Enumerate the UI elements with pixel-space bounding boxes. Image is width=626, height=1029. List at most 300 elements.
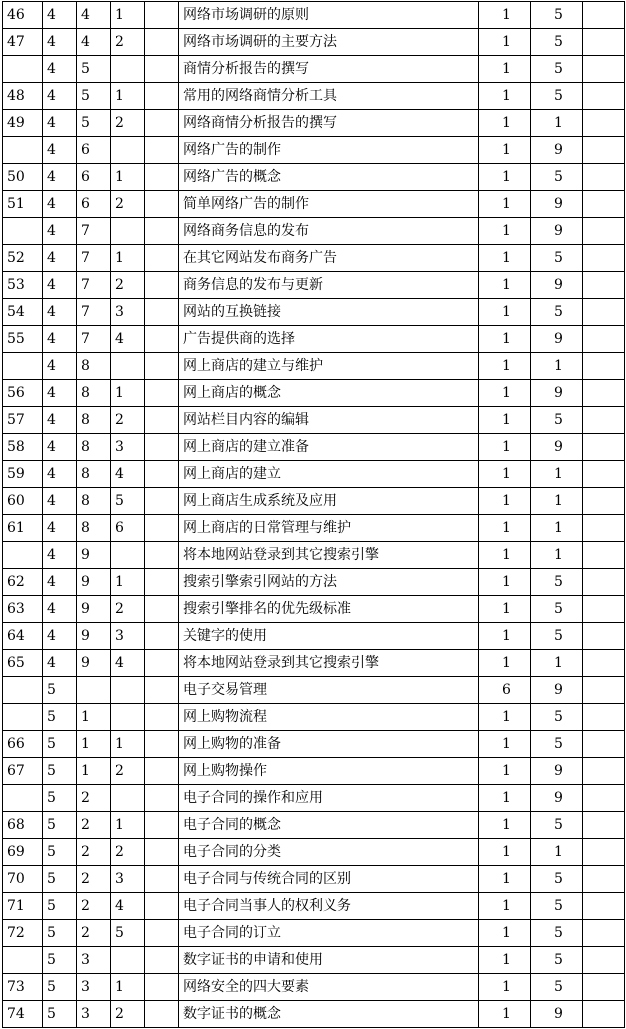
level3-cell: 5	[111, 920, 145, 947]
value-a-cell: 1	[479, 137, 531, 164]
level2-cell: 7	[77, 245, 111, 272]
remark-cell	[583, 569, 625, 596]
topic-cell: 将本地网站登录到其它搜索引擎	[179, 650, 479, 677]
blank-cell	[145, 461, 179, 488]
remark-cell	[583, 137, 625, 164]
table-row	[3, 353, 625, 380]
value-b-cell: 5	[531, 704, 583, 731]
value-b-cell: 1	[531, 650, 583, 677]
remark-cell	[583, 218, 625, 245]
row-number-cell	[3, 785, 43, 812]
topic-cell: 网上商店生成系统及应用	[179, 488, 479, 515]
topic-cell: 搜索引擎索引网站的方法	[179, 569, 479, 596]
value-b-cell: 5	[531, 2, 583, 29]
value-a-cell: 1	[479, 488, 531, 515]
row-number-cell: 73	[3, 974, 43, 1001]
topic-cell: 网络安全的四大要素	[179, 974, 479, 1001]
level2-cell: 7	[77, 326, 111, 353]
value-b-cell: 9	[531, 380, 583, 407]
row-number-cell	[3, 542, 43, 569]
level3-cell	[111, 56, 145, 83]
remark-cell	[583, 272, 625, 299]
level1-cell: 4	[43, 650, 77, 677]
topic-cell: 网上商店的建立	[179, 461, 479, 488]
level2-cell: 4	[77, 2, 111, 29]
level1-cell: 5	[43, 812, 77, 839]
level2-cell: 9	[77, 596, 111, 623]
level1-cell: 4	[43, 326, 77, 353]
level1-cell: 5	[43, 731, 77, 758]
remark-cell	[583, 650, 625, 677]
level2-cell: 2	[77, 812, 111, 839]
blank-cell	[145, 974, 179, 1001]
level2-cell	[77, 677, 111, 704]
level1-cell: 4	[43, 191, 77, 218]
row-number-cell: 57	[3, 407, 43, 434]
level3-cell: 4	[111, 326, 145, 353]
level1-cell: 4	[43, 83, 77, 110]
level3-cell: 2	[111, 407, 145, 434]
level2-cell: 9	[77, 569, 111, 596]
row-number-cell	[3, 218, 43, 245]
level2-cell: 3	[77, 974, 111, 1001]
row-number-cell: 63	[3, 596, 43, 623]
level1-cell: 4	[43, 29, 77, 56]
table-row	[3, 677, 625, 704]
level2-cell: 2	[77, 839, 111, 866]
table-row	[3, 299, 625, 326]
remark-cell	[583, 1001, 625, 1028]
level3-cell: 3	[111, 299, 145, 326]
level1-cell: 4	[43, 299, 77, 326]
table-row	[3, 758, 625, 785]
value-a-cell: 1	[479, 947, 531, 974]
level1-cell: 4	[43, 110, 77, 137]
level2-cell: 7	[77, 218, 111, 245]
value-b-cell: 9	[531, 1001, 583, 1028]
level3-cell: 1	[111, 731, 145, 758]
topic-cell: 网上商店的概念	[179, 380, 479, 407]
value-a-cell: 1	[479, 542, 531, 569]
value-a-cell: 1	[479, 812, 531, 839]
table-row	[3, 83, 625, 110]
row-number-cell: 70	[3, 866, 43, 893]
level2-cell: 9	[77, 542, 111, 569]
level1-cell: 4	[43, 56, 77, 83]
value-b-cell: 5	[531, 866, 583, 893]
topic-cell: 电子合同的操作和应用	[179, 785, 479, 812]
value-a-cell: 1	[479, 407, 531, 434]
topic-cell: 电子交易管理	[179, 677, 479, 704]
topic-cell: 网上购物的准备	[179, 731, 479, 758]
blank-cell	[145, 245, 179, 272]
row-number-cell: 46	[3, 2, 43, 29]
level3-cell: 3	[111, 866, 145, 893]
value-a-cell: 1	[479, 785, 531, 812]
remark-cell	[583, 596, 625, 623]
value-b-cell: 1	[531, 488, 583, 515]
remark-cell	[583, 947, 625, 974]
level1-cell: 5	[43, 947, 77, 974]
level1-cell: 4	[43, 137, 77, 164]
value-b-cell: 5	[531, 893, 583, 920]
table-row	[3, 272, 625, 299]
blank-cell	[145, 920, 179, 947]
blank-cell	[145, 299, 179, 326]
remark-cell	[583, 704, 625, 731]
table-row	[3, 434, 625, 461]
row-number-cell	[3, 677, 43, 704]
remark-cell	[583, 245, 625, 272]
blank-cell	[145, 1001, 179, 1028]
value-b-cell: 9	[531, 758, 583, 785]
topic-cell: 数字证书的概念	[179, 1001, 479, 1028]
level3-cell: 1	[111, 164, 145, 191]
level1-cell: 4	[43, 542, 77, 569]
blank-cell	[145, 29, 179, 56]
level2-cell: 8	[77, 434, 111, 461]
level3-cell: 4	[111, 893, 145, 920]
topic-cell: 常用的网络商情分析工具	[179, 83, 479, 110]
table-row	[3, 2, 625, 29]
blank-cell	[145, 596, 179, 623]
value-a-cell: 1	[479, 704, 531, 731]
remark-cell	[583, 488, 625, 515]
table-row	[3, 407, 625, 434]
remark-cell	[583, 299, 625, 326]
remark-cell	[583, 731, 625, 758]
level1-cell: 5	[43, 704, 77, 731]
remark-cell	[583, 434, 625, 461]
level1-cell: 5	[43, 677, 77, 704]
level3-cell	[111, 677, 145, 704]
remark-cell	[583, 56, 625, 83]
level3-cell: 3	[111, 623, 145, 650]
value-b-cell: 5	[531, 974, 583, 1001]
value-b-cell: 5	[531, 407, 583, 434]
remark-cell	[583, 83, 625, 110]
table-row	[3, 218, 625, 245]
topic-cell: 网上商店的建立准备	[179, 434, 479, 461]
blank-cell	[145, 893, 179, 920]
value-a-cell: 1	[479, 461, 531, 488]
row-number-cell: 60	[3, 488, 43, 515]
blank-cell	[145, 272, 179, 299]
remark-cell	[583, 758, 625, 785]
blank-cell	[145, 218, 179, 245]
value-a-cell: 1	[479, 164, 531, 191]
level3-cell: 2	[111, 839, 145, 866]
topic-cell: 网站的互换链接	[179, 299, 479, 326]
remark-cell	[583, 785, 625, 812]
value-a-cell: 1	[479, 56, 531, 83]
level2-cell: 1	[77, 731, 111, 758]
topic-cell: 电子合同的分类	[179, 839, 479, 866]
remark-cell	[583, 515, 625, 542]
value-a-cell: 1	[479, 731, 531, 758]
blank-cell	[145, 380, 179, 407]
value-a-cell: 1	[479, 29, 531, 56]
level1-cell: 5	[43, 839, 77, 866]
level2-cell: 8	[77, 461, 111, 488]
remark-cell	[583, 542, 625, 569]
topic-cell: 商务信息的发布与更新	[179, 272, 479, 299]
row-number-cell: 49	[3, 110, 43, 137]
level2-cell: 9	[77, 623, 111, 650]
value-b-cell: 9	[531, 785, 583, 812]
level1-cell: 4	[43, 515, 77, 542]
row-number-cell	[3, 704, 43, 731]
topic-cell: 网络广告的概念	[179, 164, 479, 191]
table-row	[3, 191, 625, 218]
level2-cell: 5	[77, 56, 111, 83]
level2-cell: 5	[77, 83, 111, 110]
value-a-cell: 1	[479, 596, 531, 623]
remark-cell	[583, 920, 625, 947]
level1-cell: 4	[43, 488, 77, 515]
topic-cell: 网络市场调研的原则	[179, 2, 479, 29]
blank-cell	[145, 326, 179, 353]
row-number-cell: 74	[3, 1001, 43, 1028]
value-b-cell: 5	[531, 623, 583, 650]
topic-cell: 网络商情分析报告的撰写	[179, 110, 479, 137]
table-row	[3, 650, 625, 677]
level2-cell: 3	[77, 947, 111, 974]
remark-cell	[583, 623, 625, 650]
value-a-cell: 1	[479, 758, 531, 785]
table-row	[3, 839, 625, 866]
value-a-cell: 1	[479, 623, 531, 650]
value-b-cell: 5	[531, 56, 583, 83]
value-a-cell: 1	[479, 515, 531, 542]
level3-cell: 2	[111, 596, 145, 623]
row-number-cell: 69	[3, 839, 43, 866]
topic-cell: 网上购物操作	[179, 758, 479, 785]
level3-cell: 4	[111, 461, 145, 488]
level2-cell: 8	[77, 515, 111, 542]
remark-cell	[583, 164, 625, 191]
level2-cell: 6	[77, 164, 111, 191]
row-number-cell: 50	[3, 164, 43, 191]
level3-cell: 1	[111, 974, 145, 1001]
value-a-cell: 1	[479, 839, 531, 866]
level1-cell: 5	[43, 758, 77, 785]
table-row	[3, 785, 625, 812]
row-number-cell	[3, 56, 43, 83]
topic-cell: 电子合同当事人的权利义务	[179, 893, 479, 920]
blank-cell	[145, 137, 179, 164]
level2-cell: 6	[77, 137, 111, 164]
value-a-cell: 1	[479, 569, 531, 596]
blank-cell	[145, 515, 179, 542]
remark-cell	[583, 677, 625, 704]
level2-cell: 5	[77, 110, 111, 137]
level3-cell	[111, 785, 145, 812]
level3-cell: 6	[111, 515, 145, 542]
value-a-cell: 1	[479, 218, 531, 245]
value-a-cell: 1	[479, 326, 531, 353]
remark-cell	[583, 461, 625, 488]
value-a-cell: 1	[479, 191, 531, 218]
level3-cell	[111, 947, 145, 974]
table-row	[3, 920, 625, 947]
table-row	[3, 488, 625, 515]
blank-cell	[145, 758, 179, 785]
level3-cell: 2	[111, 29, 145, 56]
level2-cell: 9	[77, 650, 111, 677]
blank-cell	[145, 56, 179, 83]
level1-cell: 5	[43, 893, 77, 920]
row-number-cell: 52	[3, 245, 43, 272]
topic-cell: 网络市场调研的主要方法	[179, 29, 479, 56]
value-a-cell: 1	[479, 920, 531, 947]
blank-cell	[145, 839, 179, 866]
table-row	[3, 164, 625, 191]
level1-cell: 4	[43, 164, 77, 191]
table-row	[3, 812, 625, 839]
blank-cell	[145, 866, 179, 893]
value-b-cell: 1	[531, 542, 583, 569]
table-row	[3, 29, 625, 56]
remark-cell	[583, 2, 625, 29]
value-b-cell: 5	[531, 947, 583, 974]
topic-cell: 电子合同的订立	[179, 920, 479, 947]
value-b-cell: 5	[531, 569, 583, 596]
topic-cell: 关键字的使用	[179, 623, 479, 650]
value-a-cell: 1	[479, 272, 531, 299]
value-b-cell: 5	[531, 245, 583, 272]
curriculum-table	[2, 1, 625, 1028]
topic-cell: 网上购物流程	[179, 704, 479, 731]
blank-cell	[145, 731, 179, 758]
table-row	[3, 893, 625, 920]
level2-cell: 2	[77, 866, 111, 893]
level3-cell: 1	[111, 245, 145, 272]
level3-cell	[111, 704, 145, 731]
remark-cell	[583, 326, 625, 353]
row-number-cell: 51	[3, 191, 43, 218]
topic-cell: 网上商店的日常管理与维护	[179, 515, 479, 542]
row-number-cell: 71	[3, 893, 43, 920]
blank-cell	[145, 947, 179, 974]
topic-cell: 网上商店的建立与维护	[179, 353, 479, 380]
topic-cell: 广告提供商的选择	[179, 326, 479, 353]
table-row	[3, 110, 625, 137]
level3-cell: 1	[111, 2, 145, 29]
level1-cell: 5	[43, 920, 77, 947]
blank-cell	[145, 569, 179, 596]
blank-cell	[145, 191, 179, 218]
row-number-cell: 66	[3, 731, 43, 758]
level3-cell: 1	[111, 83, 145, 110]
row-number-cell: 59	[3, 461, 43, 488]
level2-cell: 8	[77, 488, 111, 515]
value-b-cell: 9	[531, 191, 583, 218]
table-row	[3, 137, 625, 164]
level2-cell: 1	[77, 758, 111, 785]
level2-cell: 8	[77, 407, 111, 434]
row-number-cell: 54	[3, 299, 43, 326]
table-row	[3, 56, 625, 83]
remark-cell	[583, 110, 625, 137]
value-a-cell: 1	[479, 380, 531, 407]
blank-cell	[145, 785, 179, 812]
row-number-cell: 64	[3, 623, 43, 650]
table-row	[3, 326, 625, 353]
blank-cell	[145, 407, 179, 434]
value-a-cell: 1	[479, 866, 531, 893]
value-a-cell: 1	[479, 2, 531, 29]
blank-cell	[145, 353, 179, 380]
value-b-cell: 5	[531, 29, 583, 56]
value-a-cell: 6	[479, 677, 531, 704]
topic-cell: 网络广告的制作	[179, 137, 479, 164]
table-row	[3, 380, 625, 407]
level3-cell: 2	[111, 110, 145, 137]
level1-cell: 4	[43, 461, 77, 488]
row-number-cell: 72	[3, 920, 43, 947]
table-row	[3, 596, 625, 623]
topic-cell: 简单网络广告的制作	[179, 191, 479, 218]
table-row	[3, 974, 625, 1001]
level2-cell: 6	[77, 191, 111, 218]
level1-cell: 4	[43, 569, 77, 596]
level1-cell: 4	[43, 380, 77, 407]
blank-cell	[145, 812, 179, 839]
level3-cell	[111, 542, 145, 569]
value-a-cell: 1	[479, 299, 531, 326]
value-b-cell: 5	[531, 812, 583, 839]
row-number-cell: 53	[3, 272, 43, 299]
blank-cell	[145, 623, 179, 650]
blank-cell	[145, 488, 179, 515]
level2-cell: 4	[77, 29, 111, 56]
level2-cell: 8	[77, 380, 111, 407]
value-a-cell: 1	[479, 83, 531, 110]
value-a-cell: 1	[479, 245, 531, 272]
row-number-cell: 62	[3, 569, 43, 596]
value-b-cell: 1	[531, 515, 583, 542]
table-row	[3, 569, 625, 596]
level2-cell: 2	[77, 893, 111, 920]
topic-cell: 数字证书的申请和使用	[179, 947, 479, 974]
remark-cell	[583, 407, 625, 434]
remark-cell	[583, 380, 625, 407]
table-row	[3, 731, 625, 758]
blank-cell	[145, 164, 179, 191]
remark-cell	[583, 974, 625, 1001]
level2-cell: 3	[77, 1001, 111, 1028]
value-b-cell: 9	[531, 434, 583, 461]
level1-cell: 4	[43, 218, 77, 245]
remark-cell	[583, 29, 625, 56]
row-number-cell	[3, 947, 43, 974]
level2-cell: 2	[77, 785, 111, 812]
table-row	[3, 704, 625, 731]
remark-cell	[583, 353, 625, 380]
level3-cell: 1	[111, 812, 145, 839]
row-number-cell: 68	[3, 812, 43, 839]
value-b-cell: 5	[531, 299, 583, 326]
value-a-cell: 1	[479, 893, 531, 920]
level3-cell	[111, 218, 145, 245]
value-b-cell: 5	[531, 920, 583, 947]
row-number-cell: 47	[3, 29, 43, 56]
remark-cell	[583, 866, 625, 893]
topic-cell: 网站栏目内容的编辑	[179, 407, 479, 434]
value-b-cell: 9	[531, 272, 583, 299]
level1-cell: 4	[43, 407, 77, 434]
